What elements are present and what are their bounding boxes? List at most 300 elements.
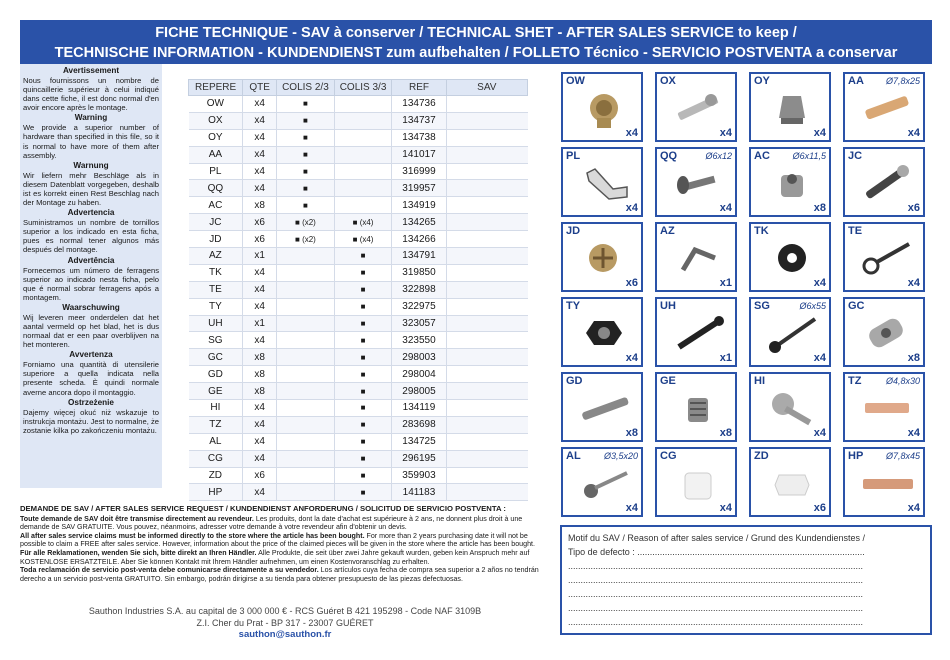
warning-text: Wij leveren meer onderdelen dat het aantal vermeld op het blad, het is dus normaal dat er een paar overblijven na het monteren. [23,312,159,350]
table-cell: AL [189,433,243,450]
threaded-insert-icon [671,388,725,430]
part-quantity: x4 [625,202,638,214]
part-te [843,222,925,292]
sav-cell[interactable] [446,248,527,265]
table-cell [334,180,392,197]
table-cell: AA [189,146,243,163]
table-cell: 323550 [392,332,446,349]
table-cell: HI [189,400,243,417]
table-cell: TK [189,264,243,281]
sav-reason-line[interactable]: ...................................................................................................................... [568,575,864,585]
part-quantity: x4 [625,127,638,139]
part-code: JD [566,225,581,237]
column-header: SAV [446,80,527,96]
table-cell: 319850 [392,264,446,281]
part-quantity: x4 [719,202,732,214]
warning-text: We provide a superior number of hardware than specified in this file, so it is normal to have more of them after assembly. [23,123,159,160]
sav-en-bold: All after sales service claims must be informed directly to the store where the article has been bought. [20,531,365,540]
sav-notice-title: DEMANDE DE SAV / AFTER SALES SERVICE REQUEST / KUNDENDIENST ANFORDERUNG / SOLICITUD DE SERVICIO POSTVENTA : [20,504,506,513]
table-cell: 322975 [392,298,446,315]
table-cell: OY [189,129,243,146]
table-row [189,197,528,214]
part-code: GD [566,375,583,387]
part-quantity: x4 [719,127,732,139]
part-quantity: x4 [625,502,638,514]
table-cell: x4 [243,129,277,146]
table-cell: ■ [277,180,335,197]
table-cell: x4 [243,146,277,163]
sav-reason-line[interactable]: ...................................................................................................................... [568,603,864,613]
table-cell: ■ [277,96,335,113]
table-cell: ■ [334,366,392,383]
table-cell [277,400,335,417]
table-row [189,281,528,298]
table-cell: SG [189,332,243,349]
table-cell: x4 [243,96,277,113]
table-cell: ■ (x4) [334,231,392,248]
table-row [189,264,528,281]
table-cell [277,467,335,484]
barrel-nut-icon [859,313,913,355]
part-al [561,447,643,517]
sav-cell[interactable] [446,264,527,281]
table-cell: 134919 [392,197,446,214]
table-cell: ■ [334,416,392,433]
sav-cell[interactable] [446,315,527,332]
warning-title: Advertência [67,255,115,265]
sav-de-text: Alle Produkte, die seit über zwei Jahre gekauft wurden, geben kein Anspruch mehr auf KOSTENLOSE ERSATZTEILE. Aber Sie können Kontakt mit Ihrem Händler aufnehmen, um einen Kostenvoranschlag zu erhalten. [20,548,530,566]
part-quantity: x4 [813,427,826,439]
table-cell: 134736 [392,96,446,113]
table-row [189,163,528,180]
sav-cell[interactable] [446,298,527,315]
table-cell: x4 [243,416,277,433]
table-cell: ■ [334,332,392,349]
table-cell [334,146,392,163]
table-cell: ■ [334,467,392,484]
table-cell: x4 [243,180,277,197]
table-cell: ■ [277,129,335,146]
part-code: AL [566,450,581,462]
table-cell: x4 [243,484,277,501]
table-cell: ■ [334,315,392,332]
table-cell: GD [189,366,243,383]
part-quantity: x4 [813,277,826,289]
part-code: OW [566,75,585,87]
header-banner [20,20,932,64]
table-cell: 359903 [392,467,446,484]
part-quantity: x4 [907,427,920,439]
table-row [189,484,528,501]
table-cell: 296195 [392,450,446,467]
table-cell: ZD [189,467,243,484]
plastic-plug-icon [765,463,819,505]
warning-title: Warning [74,113,108,123]
part-dimension: Ø6x12 [705,151,732,161]
sav-notice [20,505,550,583]
sav-en-text: For more than 2 years purchasing date it will not be possible to claim a FREE after sales service. However, information about the price of the claimed pieces will be given in the store where the article has been bought. [20,531,535,549]
part-code: TY [566,300,581,312]
part-jc [843,147,925,217]
table-cell: ■ [334,433,392,450]
sav-cell[interactable] [446,197,527,214]
part-code: OY [754,75,770,87]
table-cell: x1 [243,315,277,332]
table-cell: x8 [243,349,277,366]
table-cell: ■ (x4) [334,214,392,231]
table-cell: x4 [243,298,277,315]
sav-cell[interactable] [446,146,527,163]
table-cell: ■ [277,146,335,163]
table-cell: PL [189,163,243,180]
part-quantity: x8 [719,427,732,439]
table-cell: ■ [334,248,392,265]
table-cell: 319957 [392,180,446,197]
table-cell: 134266 [392,231,446,248]
table-cell: JD [189,231,243,248]
sav-reason-type-line[interactable]: Tipo de defecto : ........................................................................................... [568,547,865,557]
screw-insert-icon [765,163,819,205]
table-cell: x4 [243,332,277,349]
part-code: UH [660,300,676,312]
table-row [189,129,528,146]
warning-text: Forniamo una quantità di utensilerie superiore a quella indicata nella presente scheda. È quindi normale averne ancora dopo il montaggio. [23,360,159,397]
part-code: JC [848,150,863,162]
part-ow [561,72,643,142]
table-cell [334,197,392,214]
table-cell: ■ [334,450,392,467]
part-code: ZD [754,450,769,462]
small-dowel-icon [859,388,913,430]
part-dimension: Ø6x11,5 [792,151,826,161]
table-cell: ■ [277,197,335,214]
sav-cell[interactable] [446,214,527,231]
part-dimension: Ø3,5x20 [603,451,638,461]
part-dimension: Ø4,8x30 [885,376,920,386]
table-cell: GC [189,349,243,366]
table-cell: ■ [334,400,392,417]
sav-reason-line[interactable]: ...................................................................................................................... [568,589,864,599]
table-cell: TY [189,298,243,315]
part-quantity: x4 [813,127,826,139]
table-cell [277,332,335,349]
table-cell: GE [189,383,243,400]
part-quantity: x8 [813,202,826,214]
table-cell: ■ [334,298,392,315]
table-cell: HP [189,484,243,501]
table-cell: 283698 [392,416,446,433]
sav-cell[interactable] [446,163,527,180]
threaded-pin-icon [577,388,631,430]
part-quantity: x6 [625,277,638,289]
warning-text: Dajemy więcej okuć niż wskazuje to instrukcja montażu. Jest to normalne, że zostanie kilka po zakończeniu montażu. [23,407,159,435]
column-header: REF [392,80,446,96]
table-cell: 134737 [392,112,446,129]
table-cell: 134738 [392,129,446,146]
table-cell: x4 [243,450,277,467]
sav-cell[interactable] [446,416,527,433]
sav-es-text: Los artículos cuya fecha de compra sea superior a 2 años no tendrán derecho a un servicio post-venta GRATUITO. Sin embargo, podrán dirigirse a su tienda para obtener presupuesto de las piezas defectuosas. [20,566,539,583]
angle-bracket-icon [577,163,631,205]
part-sg [749,297,831,367]
part-jd [561,222,643,292]
part-quantity: x6 [907,202,920,214]
table-cell [277,281,335,298]
cam-lock-icon [577,238,631,280]
table-cell [334,96,392,113]
part-hp [843,447,925,517]
washer-icon [765,238,819,280]
company-info: Sauthon Industries S.A. au capital de 3 000 000 € - RCS Guéret B 421 195298 - Code NAF 3109B [88,606,482,616]
part-quantity: x4 [625,352,638,364]
table-cell: ■ [334,383,392,400]
table-cell [334,112,392,129]
table-cell: CG [189,450,243,467]
table-cell: x4 [243,400,277,417]
table-cell [277,416,335,433]
part-code: AZ [660,225,675,237]
part-ge [655,372,737,442]
table-cell [277,433,335,450]
sav-cell[interactable] [446,366,527,383]
reference-table [188,79,528,501]
sav-cell[interactable] [446,231,527,248]
cam-nut-icon [577,88,631,130]
table-cell: x8 [243,197,277,214]
sav-reason-line[interactable]: ...................................................................................................................... [568,561,864,571]
dowel-icon [859,88,913,130]
table-cell: QQ [189,180,243,197]
table-cell: ■ (x2) [277,214,335,231]
table-cell: x6 [243,214,277,231]
sav-cell[interactable] [446,383,527,400]
table-cell: x4 [243,112,277,129]
sav-cell[interactable] [446,484,527,501]
part-ox [655,72,737,142]
warning-text: Suministramos un nombre de tornillos superior a los indicado en esta ficha, pues es normal tener algunos más después del montage. [23,218,159,255]
table-cell: x8 [243,383,277,400]
sav-cell[interactable] [446,129,527,146]
warning-text: Wir liefern mehr Beschläge als in diesem Datenblatt vorgegeben, deshalb ist es korrekt einen Rest Beschlag nach der Montage zu haben. [23,170,159,208]
part-quantity: x4 [719,502,732,514]
part-code: SG [754,300,770,312]
part-code: TK [754,225,769,237]
sav-cell[interactable] [446,349,527,366]
nylon-nut-icon [577,313,631,355]
table-cell: x4 [243,264,277,281]
part-quantity: x8 [907,352,920,364]
part-quantity: x1 [719,352,732,364]
table-cell: TZ [189,416,243,433]
table-cell: 141183 [392,484,446,501]
table-cell: ■ [277,112,335,129]
part-code: TE [848,225,863,237]
table-cell: TE [189,281,243,298]
wood-screw-icon [577,463,631,505]
part-quantity: x1 [719,277,732,289]
sav-cell[interactable] [446,433,527,450]
part-code: GE [660,375,676,387]
part-code: AC [754,150,770,162]
long-bolt-icon [765,313,819,355]
part-quantity: x8 [625,427,638,439]
long-dowel-icon [859,463,913,505]
table-row [189,433,528,450]
table-cell: 298005 [392,383,446,400]
warning-title: Advertencia [67,208,115,218]
company-address: Z.I. Cher du Prat - BP 317 - 23007 GUÉRET [196,618,374,628]
table-cell [334,163,392,180]
company-footer [20,605,550,641]
part-aa [843,72,925,142]
table-cell: x4 [243,163,277,180]
sav-cell[interactable] [446,332,527,349]
column-header: QTE [243,80,277,96]
part-pl [561,147,643,217]
part-gd [561,372,643,442]
warning-title: Waarschuwing [62,302,120,312]
sav-reason-label: Motif du SAV / Reason of after sales service / Grund des Kundendienstes / [568,533,865,543]
wrench-icon [671,313,725,355]
warning-title: Avertissement [62,66,120,75]
warning-text: Nous fournissons un nombre de quincaillerie supérieur à celui indiqué dans cette fiche, il est donc normal d'en avoir encore après le montage. [23,76,159,113]
table-row [189,416,528,433]
insert-nut-icon [765,88,819,130]
table-cell: x4 [243,281,277,298]
part-ty [561,297,643,367]
table-row [189,112,528,129]
sav-es-bold: Toda reclamación de servicio post-venta debe comunicarse directamente a su vendedor. [20,566,319,575]
part-gc [843,297,925,367]
table-cell [277,264,335,281]
part-zd [749,447,831,517]
table-cell: 322898 [392,281,446,298]
sav-de-bold: Für alle Reklamationen, wenden Sie sich, bitte direkt an Ihren Händler. [20,548,257,557]
table-row [189,180,528,197]
part-qq [655,147,737,217]
table-cell: 316999 [392,163,446,180]
table-cell: JC [189,214,243,231]
sav-cell[interactable] [446,450,527,467]
sav-fr-bold: Toute demande de SAV doit être transmise directement au revendeur. [20,514,254,523]
table-cell [277,383,335,400]
part-code: GC [848,300,865,312]
part-dimension: Ø6x55 [799,301,826,311]
connector-bolt-icon [859,163,913,205]
sav-cell[interactable] [446,180,527,197]
part-code: TZ [848,375,862,387]
table-row [189,231,528,248]
column-header: COLIS 3/3 [334,80,392,96]
part-quantity: x4 [813,352,826,364]
part-code: OX [660,75,676,87]
sav-cell[interactable] [446,467,527,484]
spacer-icon [671,463,725,505]
table-cell [277,484,335,501]
bolt-icon [671,163,725,205]
sav-reason-line[interactable]: ...................................................................................................................... [568,617,864,627]
part-oy [749,72,831,142]
sav-cell[interactable] [446,96,527,113]
table-cell: 134265 [392,214,446,231]
part-code: HI [754,375,765,387]
part-code: AA [848,75,864,87]
part-code: PL [566,150,581,162]
table-row [189,214,528,231]
part-dimension: Ø7,8x45 [885,451,920,461]
table-cell: 134791 [392,248,446,265]
table-cell: x4 [243,433,277,450]
table-cell: ■ [334,281,392,298]
part-code: HP [848,450,864,462]
table-row [189,332,528,349]
sav-reason-box [560,525,932,635]
allen-key-icon [671,238,725,280]
table-cell: ■ (x2) [277,231,335,248]
parts-grid [561,72,931,528]
flat-head-bolt-icon [765,388,819,430]
part-quantity: x4 [907,127,920,139]
sav-fr-text: Les produits, dont la date d'achat est supérieure à 2 ans, ne donnent plus droit à une demande de SAV GRATUITE. Vous pouvez, néanmoins, adresser votre demande à votre revendeur afin d'obtenir un devis. [20,514,523,532]
header-line-2: TECHNISCHE INFORMATION - KUNDENDIENST zum aufbehalten / FOLLETO Técnico - SERVICIO POSTVENTA a conservar [54,45,898,61]
sav-cell[interactable] [446,112,527,129]
table-cell [277,315,335,332]
table-cell: 298003 [392,349,446,366]
sav-cell[interactable] [446,400,527,417]
sav-cell[interactable] [446,281,527,298]
table-cell: OW [189,96,243,113]
part-code: QQ [660,150,678,162]
cam-bolt-icon [671,88,725,130]
part-quantity: x4 [907,502,920,514]
table-cell: 323057 [392,315,446,332]
table-row [189,315,528,332]
table-cell: ■ [277,163,335,180]
table-cell: UH [189,315,243,332]
table-row [189,96,528,113]
table-cell: AZ [189,248,243,265]
table-row [189,146,528,163]
table-cell: ■ [334,349,392,366]
table-cell: x6 [243,231,277,248]
table-cell [277,366,335,383]
table-cell: 141017 [392,146,446,163]
part-code: CG [660,450,677,462]
table-cell [277,349,335,366]
company-email-link[interactable]: sauthon@sauthon.fr [238,629,332,640]
table-cell: OX [189,112,243,129]
warning-title: Ostrzeżenie [68,397,114,407]
table-cell [277,450,335,467]
part-az [655,222,737,292]
part-quantity: x4 [907,277,920,289]
table-cell: AC [189,197,243,214]
warning-title: Warnung [73,160,109,170]
part-dimension: Ø7,8x25 [885,76,920,86]
table-cell: x6 [243,467,277,484]
eye-bolt-icon [859,238,913,280]
table-cell: x1 [243,248,277,265]
table-row [189,383,528,400]
table-cell: 298004 [392,366,446,383]
part-hi [749,372,831,442]
table-row [189,298,528,315]
table-cell: x8 [243,366,277,383]
part-tz [843,372,925,442]
table-row [189,400,528,417]
table-cell: 134119 [392,400,446,417]
table-cell: ■ [334,484,392,501]
